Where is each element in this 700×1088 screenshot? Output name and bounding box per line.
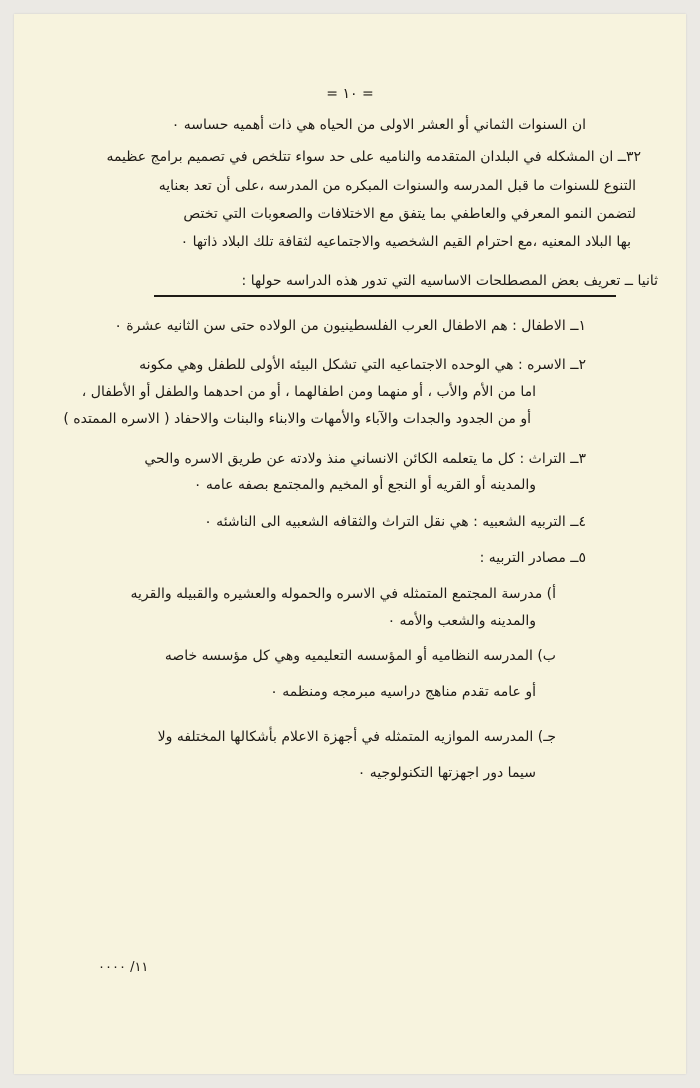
- document-page: [14, 14, 686, 1074]
- paragraph-line: ان السنوات الثماني أو العشر الاولى من الحياه هي ذات أهميه حساسه ٠: [171, 117, 586, 133]
- page-number: = ١٠ =: [326, 86, 374, 102]
- source-line: والمدينه والشعب والأمه ٠: [387, 613, 536, 629]
- paragraph-line: ٣٢ــ ان المشكله في البلدان المتقدمه والناميه على حد سواء تتلخص في تصميم برامج عظيمه: [106, 149, 641, 165]
- definition-line: اما من الأم والأب ، أو منهما ومن اطفالهما ، أو من احدهما والطفل أو الأطفال ،: [81, 384, 536, 400]
- source-line: سيما دور اجهزتها التكنولوجيه ٠: [357, 765, 536, 781]
- paragraph-line: لتضمن النمو المعرفي والعاطفي بما يتفق مع الاختلافات والصعوبات التي تختص: [183, 206, 636, 222]
- definition-item: ٣ــ التراث : كل ما يتعلمه الكائن الانساني منذ ولادته عن طريق الاسره والحي: [144, 451, 586, 467]
- heading-underline: [154, 295, 616, 297]
- paragraph-line: التنوع للسنوات ما قبل المدرسه والسنوات المبكره من المدرسه ،على أن تعد بعنايه: [158, 178, 636, 194]
- source-item: أ) مدرسة المجتمع المتمثله في الاسره والحموله والعشيره والقبيله والقريه: [130, 586, 556, 602]
- footer-code: ١١/ ٠٠٠٠: [98, 960, 149, 975]
- source-item: جـ) المدرسه الموازيه المتمثله في أجهزة الاعلام بأشكالها المختلفه ولا: [157, 729, 556, 745]
- section-heading: ثانيا ــ تعريف بعض المصطلحات الاساسيه التي تدور هذه الدراسه حولها :: [241, 273, 658, 289]
- definition-line: أو من الجدود والجدات والآباء والأمهات والابناء والبنات والاحفاد ( الاسره الممتده ): [63, 411, 531, 427]
- source-item: ب) المدرسه النظاميه أو المؤسسه التعليميه وهي كل مؤسسه خاصه: [164, 648, 556, 664]
- paragraph-line: بها البلاد المعنيه ،مع احترام القيم الشخصيه والاجتماعيه لثقافة تلك البلاد ذاتها ٠: [180, 234, 631, 250]
- definition-item: ٢ــ الاسره : هي الوحده الاجتماعيه التي تشكل البيئه الأولى للطفل وهي مكونه: [139, 357, 586, 373]
- definition-item: ٥ــ مصادر التربيه :: [479, 550, 586, 566]
- definition-item: ٤ــ التربيه الشعبيه : هي نقل التراث والثقافه الشعبيه الى الناشئه ٠: [204, 514, 586, 530]
- definition-line: والمدينه أو القريه أو النجع أو المخيم والمجتمع بصفه عامه ٠: [193, 477, 536, 493]
- source-line: أو عامه تقدم مناهج دراسيه مبرمجه ومنظمه ٠: [270, 684, 536, 700]
- definition-item: ١ــ الاطفال : هم الاطفال العرب الفلسطينيون من الولاده حتى سن الثانيه عشرة ٠: [114, 318, 586, 334]
